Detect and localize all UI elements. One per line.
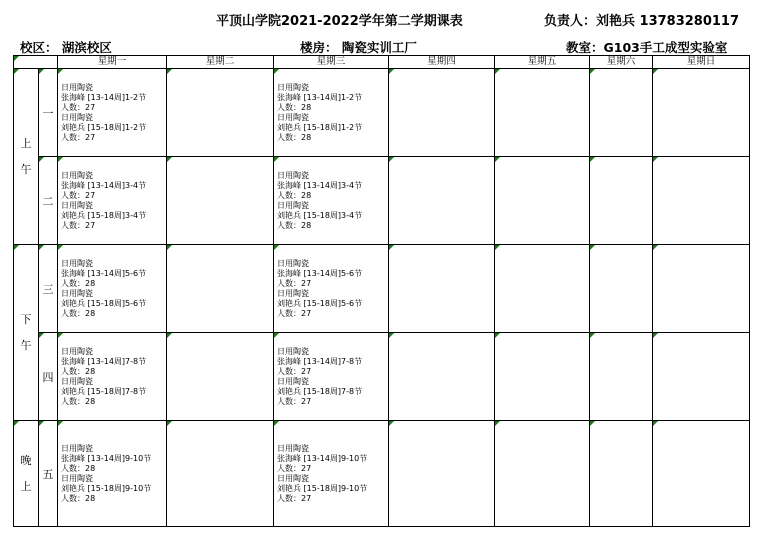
course-line: 刘艳兵 [15-18周]5-6节 [61, 298, 147, 308]
course-line: 人数：28 [277, 190, 312, 200]
corner-marker [39, 421, 44, 426]
cell-mon-3[interactable] [58, 245, 167, 333]
timetable [13, 55, 750, 527]
course-line: 日用陶瓷 [277, 258, 309, 268]
course-line: 张海峰 [13-14周]1-2节 [277, 92, 363, 102]
course-line: 人数：28 [61, 493, 96, 503]
course-line: 日用陶瓷 [61, 170, 93, 180]
corner-marker [495, 245, 500, 250]
cell-sun-5[interactable] [653, 421, 750, 527]
corner-marker [590, 157, 595, 162]
corner-marker [39, 333, 44, 338]
course-line: 日用陶瓷 [61, 473, 93, 483]
course-line: 日用陶瓷 [277, 82, 309, 92]
course-line: 张海峰 [13-14周]9-10节 [277, 453, 368, 463]
slot-2: 二 [39, 157, 58, 245]
day-header-tue: 星期二 [167, 56, 274, 69]
corner-marker [14, 245, 19, 250]
title-bar [0, 10, 773, 28]
cell-sun-3[interactable] [653, 245, 750, 333]
corner-marker [389, 333, 394, 338]
course-line: 张海峰 [13-14周]3-4节 [61, 180, 147, 190]
course-line: 人数：28 [61, 366, 96, 376]
course-line: 人数：28 [277, 220, 312, 230]
course-line: 刘艳兵 [15-18周]5-6节 [277, 298, 363, 308]
responsible-person: 负责人：刘艳兵 13783280117 [544, 14, 740, 29]
course-line: 人数：27 [277, 396, 312, 406]
period-afternoon: 下 午 [14, 245, 39, 421]
corner-marker [389, 245, 394, 250]
cell-fri-1[interactable] [495, 69, 590, 157]
cell-thu-5[interactable] [389, 421, 495, 527]
course-line: 张海峰 [13-14周]3-4节 [277, 180, 363, 190]
corner-marker [653, 69, 658, 74]
corner-marker [389, 69, 394, 74]
corner-marker [167, 245, 172, 250]
course-line: 日用陶瓷 [277, 112, 309, 122]
course-line: 张海峰 [13-14周]5-6节 [61, 268, 147, 278]
course-line: 日用陶瓷 [277, 443, 309, 453]
cell-thu-2[interactable] [389, 157, 495, 245]
course-line: 日用陶瓷 [61, 112, 93, 122]
course-line: 人数：27 [277, 366, 312, 376]
corner-marker [14, 56, 19, 61]
corner-marker [39, 245, 44, 250]
cell-tue-3[interactable] [167, 245, 274, 333]
course-line: 人数：27 [277, 463, 312, 473]
corner-marker [167, 69, 172, 74]
course-line: 张海峰 [13-14周]5-6节 [277, 268, 363, 278]
table-row [14, 421, 750, 527]
cell-tue-4[interactable] [167, 333, 274, 421]
cell-sun-2[interactable] [653, 157, 750, 245]
corner-marker [653, 157, 658, 162]
course-line: 日用陶瓷 [61, 200, 93, 210]
course-line: 张海峰 [13-14周]7-8节 [61, 356, 147, 366]
period-morning: 上 午 [14, 69, 39, 245]
corner-marker [653, 333, 658, 338]
day-header-mon: 星期一 [58, 56, 167, 69]
course-line: 日用陶瓷 [61, 288, 93, 298]
corner-marker [274, 69, 279, 74]
course-line: 人数：27 [61, 190, 96, 200]
header-row [14, 56, 750, 69]
cell-mon-1[interactable] [58, 69, 167, 157]
corner-marker [590, 421, 595, 426]
course-line: 刘艳兵 [15-18周]3-4节 [61, 210, 147, 220]
slot-4: 四 [39, 333, 58, 421]
info-bar [0, 38, 773, 54]
day-header-fri: 星期五 [495, 56, 590, 69]
course-line: 人数：27 [61, 220, 96, 230]
corner-marker [590, 245, 595, 250]
corner-marker [167, 421, 172, 426]
corner-marker [39, 157, 44, 162]
course-line: 日用陶瓷 [61, 376, 93, 386]
corner-marker [590, 69, 595, 74]
cell-fri-4[interactable] [495, 333, 590, 421]
corner-marker [274, 333, 279, 338]
course-line: 人数：28 [277, 132, 312, 142]
building-label: 楼房： 陶瓷实训工厂 [300, 40, 417, 55]
cell-wed-5[interactable] [274, 421, 389, 527]
course-line: 日用陶瓷 [277, 346, 309, 356]
course-line: 张海峰 [13-14周]1-2节 [61, 92, 147, 102]
course-line: 日用陶瓷 [277, 200, 309, 210]
corner-marker [167, 157, 172, 162]
cell-sat-3[interactable] [590, 245, 653, 333]
cell-thu-4[interactable] [389, 333, 495, 421]
corner-marker [495, 421, 500, 426]
cell-sat-2[interactable] [590, 157, 653, 245]
course-line: 人数：28 [61, 396, 96, 406]
cell-mon-5[interactable] [58, 421, 167, 527]
schedule-title: 平顶山学院2021-2022学年第二学期课表 [216, 14, 463, 29]
corner-marker [274, 157, 279, 162]
course-line: 刘艳兵 [15-18周]3-4节 [277, 210, 363, 220]
corner-marker [39, 69, 44, 74]
corner-cell [14, 56, 58, 69]
corner-marker [274, 421, 279, 426]
course-line: 日用陶瓷 [277, 288, 309, 298]
course-line: 刘艳兵 [15-18周]9-10节 [61, 483, 152, 493]
course-line: 张海峰 [13-14周]7-8节 [277, 356, 363, 366]
corner-marker [14, 69, 19, 74]
cell-thu-3[interactable] [389, 245, 495, 333]
cell-tue-5[interactable] [167, 421, 274, 527]
cell-tue-2[interactable] [167, 157, 274, 245]
cell-fri-3[interactable] [495, 245, 590, 333]
course-line: 人数：28 [277, 102, 312, 112]
day-header-wed: 星期三 [274, 56, 389, 69]
corner-marker [58, 421, 63, 426]
table-row [14, 245, 750, 333]
corner-marker [58, 69, 63, 74]
course-line: 人数：27 [277, 493, 312, 503]
cell-sat-5[interactable] [590, 421, 653, 527]
slot-5: 五 [39, 421, 58, 527]
corner-marker [389, 421, 394, 426]
course-line: 日用陶瓷 [277, 376, 309, 386]
cell-thu-1[interactable] [389, 69, 495, 157]
course-line: 人数：27 [61, 102, 96, 112]
slot-3: 三 [39, 245, 58, 333]
cell-mon-2[interactable] [58, 157, 167, 245]
cell-sun-4[interactable] [653, 333, 750, 421]
slot-1: 一 [39, 69, 58, 157]
cell-wed-3[interactable] [274, 245, 389, 333]
corner-marker [14, 421, 19, 426]
course-line: 日用陶瓷 [61, 82, 93, 92]
cell-tue-1[interactable] [167, 69, 274, 157]
cell-sun-1[interactable] [653, 69, 750, 157]
cell-mon-4[interactable] [58, 333, 167, 421]
course-line: 日用陶瓷 [61, 346, 93, 356]
period-evening: 晚 上 [14, 421, 39, 527]
day-header-sat: 星期六 [590, 56, 653, 69]
cell-sat-4[interactable] [590, 333, 653, 421]
corner-marker [389, 157, 394, 162]
corner-marker [653, 421, 658, 426]
corner-marker [167, 333, 172, 338]
corner-marker [495, 333, 500, 338]
cell-wed-2[interactable] [274, 157, 389, 245]
course-line: 刘艳兵 [15-18周]7-8节 [61, 386, 147, 396]
course-line: 日用陶瓷 [61, 258, 93, 268]
day-header-sun: 星期日 [653, 56, 750, 69]
course-line: 张海峰 [13-14周]9-10节 [61, 453, 152, 463]
cell-fri-5[interactable] [495, 421, 590, 527]
table-row [14, 157, 750, 245]
course-line: 刘艳兵 [15-18周]1-2节 [61, 122, 147, 132]
course-line: 日用陶瓷 [277, 473, 309, 483]
table-row [14, 69, 750, 157]
course-line: 人数：28 [61, 463, 96, 473]
corner-marker [274, 245, 279, 250]
course-line: 日用陶瓷 [277, 170, 309, 180]
day-header-thu: 星期四 [389, 56, 495, 69]
course-line: 人数：28 [61, 308, 96, 318]
cell-fri-2[interactable] [495, 157, 590, 245]
cell-wed-4[interactable] [274, 333, 389, 421]
cell-wed-1[interactable] [274, 69, 389, 157]
table-row [14, 333, 750, 421]
course-line: 人数：28 [61, 278, 96, 288]
corner-marker [495, 157, 500, 162]
corner-marker [495, 69, 500, 74]
cell-sat-1[interactable] [590, 69, 653, 157]
corner-marker [653, 245, 658, 250]
corner-marker [590, 333, 595, 338]
corner-marker [58, 157, 63, 162]
room-label: 教室：G103手工成型实验室 [566, 40, 728, 55]
course-line: 人数：27 [277, 278, 312, 288]
corner-marker [58, 333, 63, 338]
campus-label: 校区： 湖滨校区 [20, 40, 112, 55]
course-line: 人数：27 [61, 132, 96, 142]
course-line: 日用陶瓷 [61, 443, 93, 453]
corner-marker [58, 245, 63, 250]
course-line: 人数：27 [277, 308, 312, 318]
course-line: 刘艳兵 [15-18周]7-8节 [277, 386, 363, 396]
course-line: 刘艳兵 [15-18周]1-2节 [277, 122, 363, 132]
course-line: 刘艳兵 [15-18周]9-10节 [277, 483, 368, 493]
